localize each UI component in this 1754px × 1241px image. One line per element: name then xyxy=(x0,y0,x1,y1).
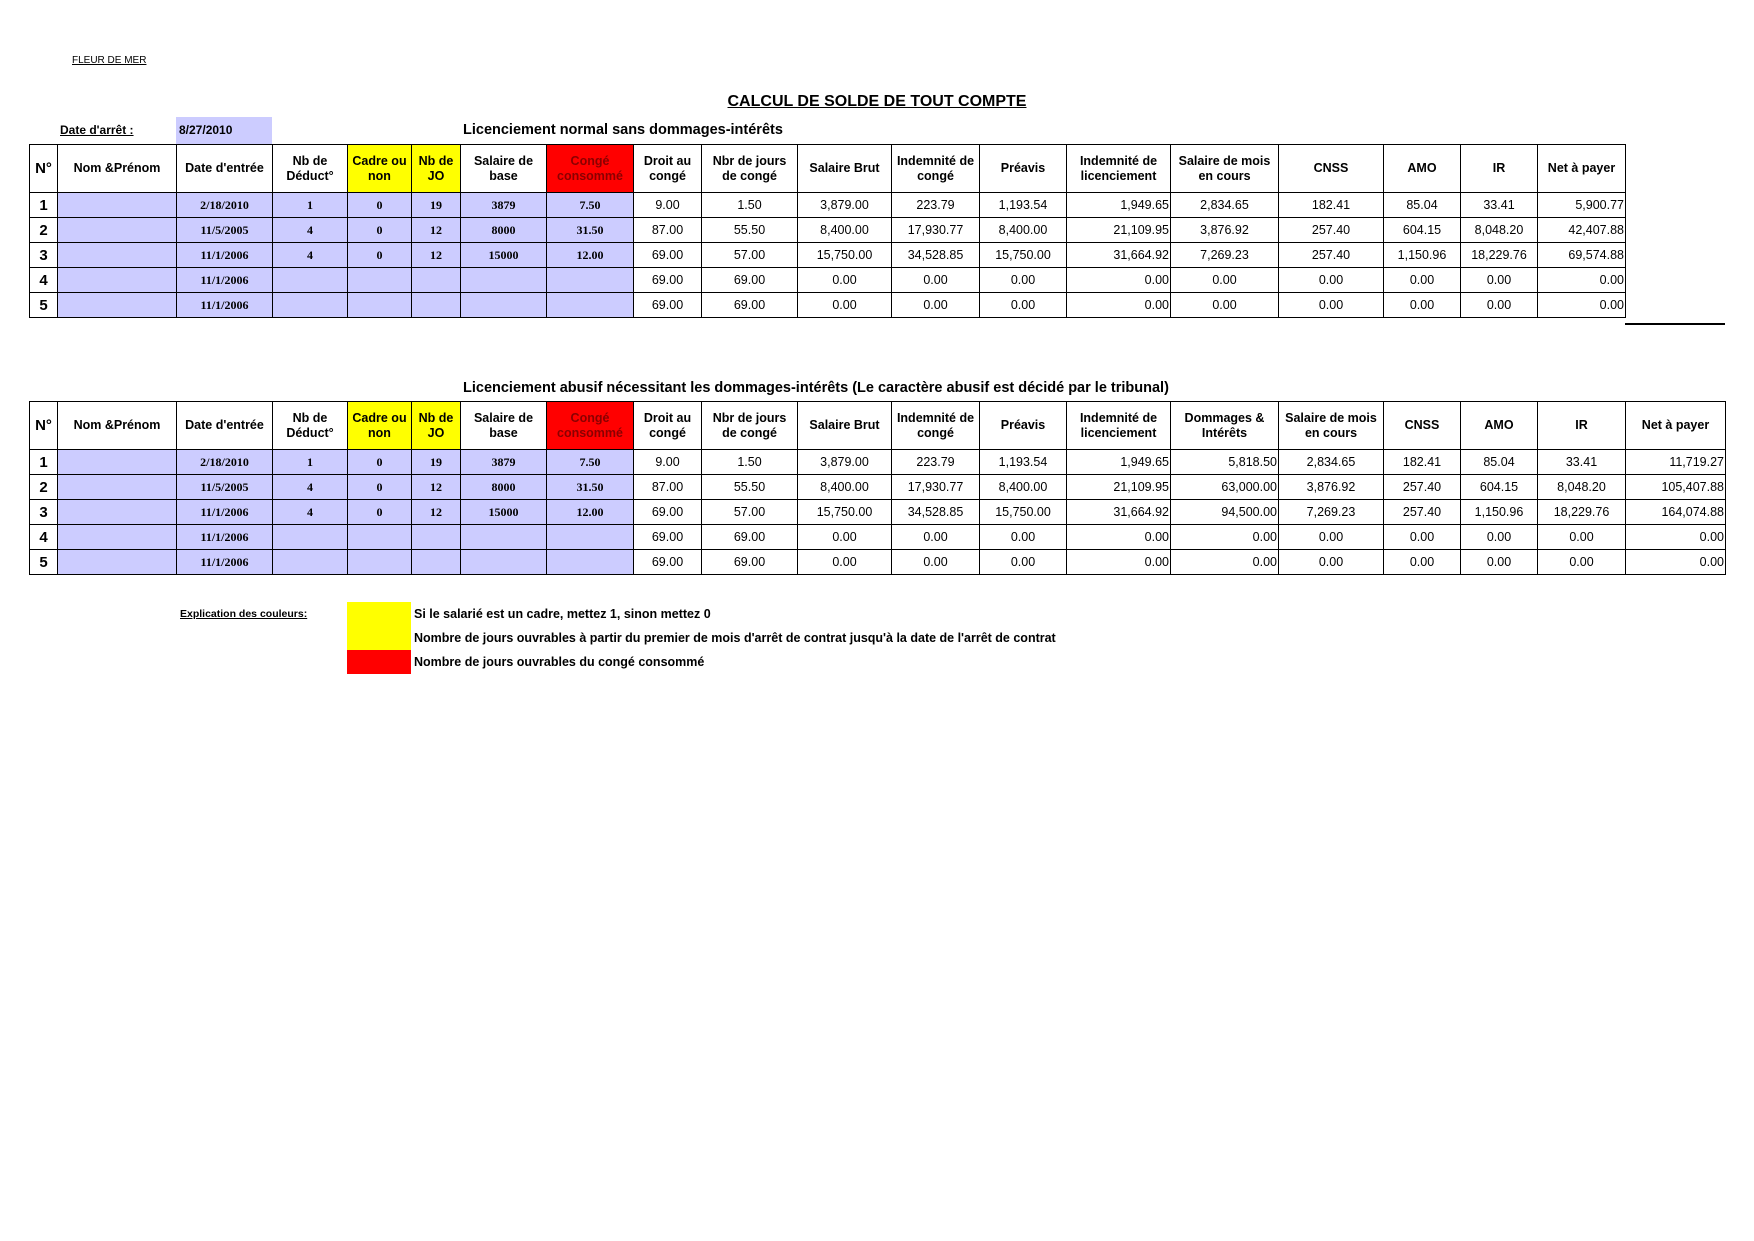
value-cell: 3,876.92 xyxy=(1171,218,1279,243)
input-cell[interactable] xyxy=(273,268,348,293)
table-row xyxy=(30,218,1626,243)
input-cell[interactable]: 7.50 xyxy=(547,450,634,475)
input-cell[interactable]: 12.00 xyxy=(547,243,634,268)
value-cell: 0.00 xyxy=(1538,268,1626,293)
column-header: Salaire de mois en cours xyxy=(1279,402,1384,450)
value-cell: 0.00 xyxy=(892,550,980,575)
value-cell: 69.00 xyxy=(634,550,702,575)
value-cell: 0.00 xyxy=(798,268,892,293)
input-cell[interactable]: 1 xyxy=(273,193,348,218)
value-cell: 57.00 xyxy=(702,243,798,268)
value-cell: 0.00 xyxy=(1461,550,1538,575)
value-cell: 0.00 xyxy=(892,293,980,318)
value-cell: 0.00 xyxy=(1384,293,1461,318)
input-cell[interactable]: 19 xyxy=(412,450,461,475)
value-cell: 8,400.00 xyxy=(980,475,1067,500)
input-cell[interactable] xyxy=(58,243,177,268)
input-cell[interactable]: 11/1/2006 xyxy=(177,550,273,575)
value-cell: 0.00 xyxy=(1067,525,1171,550)
header-row xyxy=(30,145,1626,193)
legend-item: Nombre de jours ouvrables du congé consommé xyxy=(414,655,705,669)
column-header: N° xyxy=(30,402,58,450)
input-cell[interactable]: 12.00 xyxy=(547,500,634,525)
date-input[interactable]: 8/27/2010 xyxy=(176,117,272,144)
value-cell: 8,400.00 xyxy=(798,218,892,243)
table-row xyxy=(30,550,1726,575)
value-cell: 34,528.85 xyxy=(892,500,980,525)
input-cell[interactable] xyxy=(58,193,177,218)
value-cell: 8,048.20 xyxy=(1461,218,1538,243)
input-cell[interactable]: 2/18/2010 xyxy=(177,450,273,475)
value-cell: 11,719.27 xyxy=(1626,450,1726,475)
input-cell[interactable] xyxy=(461,293,547,318)
input-cell[interactable] xyxy=(58,500,177,525)
value-cell: 257.40 xyxy=(1384,475,1461,500)
value-cell: 0.00 xyxy=(1384,550,1461,575)
input-cell[interactable] xyxy=(461,550,547,575)
value-cell: 3,879.00 xyxy=(798,450,892,475)
value-cell: 17,930.77 xyxy=(892,475,980,500)
column-header: Nom &Prénom xyxy=(58,145,177,193)
value-cell: 9.00 xyxy=(634,193,702,218)
table-row xyxy=(30,293,1626,318)
input-cell[interactable] xyxy=(412,525,461,550)
value-cell: 42,407.88 xyxy=(1538,218,1626,243)
table1-title: Licenciement normal sans dommages-intérêts xyxy=(463,122,783,138)
input-cell[interactable]: 8000 xyxy=(461,475,547,500)
input-cell[interactable] xyxy=(547,550,634,575)
row-number: 2 xyxy=(30,475,58,500)
input-cell[interactable]: 15000 xyxy=(461,243,547,268)
row-number: 1 xyxy=(30,193,58,218)
input-cell[interactable] xyxy=(58,218,177,243)
value-cell: 1,193.54 xyxy=(980,193,1067,218)
value-cell: 2,834.65 xyxy=(1279,450,1384,475)
value-cell: 0.00 xyxy=(1384,525,1461,550)
value-cell: 63,000.00 xyxy=(1171,475,1279,500)
input-cell[interactable] xyxy=(348,525,412,550)
value-cell: 69.00 xyxy=(634,243,702,268)
value-cell: 0.00 xyxy=(1279,550,1384,575)
column-header: Salaire de base xyxy=(461,402,547,450)
value-cell: 2,834.65 xyxy=(1171,193,1279,218)
input-cell[interactable] xyxy=(547,293,634,318)
value-cell: 0.00 xyxy=(1461,525,1538,550)
value-cell: 0.00 xyxy=(1067,550,1171,575)
value-cell: 69.00 xyxy=(634,525,702,550)
input-cell[interactable]: 19 xyxy=(412,193,461,218)
input-cell[interactable] xyxy=(58,293,177,318)
value-cell: 604.15 xyxy=(1384,218,1461,243)
value-cell: 3,876.92 xyxy=(1279,475,1384,500)
input-cell[interactable]: 31.50 xyxy=(547,475,634,500)
value-cell: 9.00 xyxy=(634,450,702,475)
value-cell: 1,949.65 xyxy=(1067,193,1171,218)
column-header: Nb de Déduct° xyxy=(273,145,348,193)
value-cell: 1.50 xyxy=(702,450,798,475)
input-cell[interactable]: 11/1/2006 xyxy=(177,268,273,293)
value-cell: 33.41 xyxy=(1461,193,1538,218)
table-row xyxy=(30,268,1626,293)
input-cell[interactable] xyxy=(273,293,348,318)
input-cell[interactable]: 11/5/2005 xyxy=(177,218,273,243)
value-cell: 182.41 xyxy=(1384,450,1461,475)
value-cell: 0.00 xyxy=(1626,550,1726,575)
input-cell[interactable]: 11/1/2006 xyxy=(177,293,273,318)
input-cell[interactable] xyxy=(348,268,412,293)
row-number: 4 xyxy=(30,525,58,550)
value-cell: 15,750.00 xyxy=(798,243,892,268)
column-header: Indemnité de congé xyxy=(892,145,980,193)
input-cell[interactable]: 31.50 xyxy=(547,218,634,243)
input-cell[interactable]: 0 xyxy=(348,193,412,218)
column-header: Indemnité de licenciement xyxy=(1067,402,1171,450)
value-cell: 69.00 xyxy=(702,268,798,293)
header-row xyxy=(30,402,1726,450)
value-cell: 69.00 xyxy=(702,293,798,318)
value-cell: 15,750.00 xyxy=(798,500,892,525)
value-cell: 0.00 xyxy=(1279,293,1384,318)
column-header: Congé consommé xyxy=(547,145,634,193)
value-cell: 69.00 xyxy=(634,293,702,318)
input-cell[interactable]: 12 xyxy=(412,218,461,243)
column-header: AMO xyxy=(1461,402,1538,450)
input-cell[interactable] xyxy=(461,268,547,293)
value-cell: 69.00 xyxy=(634,268,702,293)
input-cell[interactable]: 3879 xyxy=(461,450,547,475)
column-header: Cadre ou non xyxy=(348,145,412,193)
value-cell: 69.00 xyxy=(702,525,798,550)
value-cell: 31,664.92 xyxy=(1067,500,1171,525)
value-cell: 18,229.76 xyxy=(1461,243,1538,268)
column-header: Droit au congé xyxy=(634,145,702,193)
input-cell[interactable]: 1 xyxy=(273,450,348,475)
row-number: 5 xyxy=(30,293,58,318)
input-cell[interactable] xyxy=(547,525,634,550)
value-cell: 87.00 xyxy=(634,475,702,500)
abusive-dismissal-table xyxy=(29,401,1726,575)
legend-yellow-swatch xyxy=(347,602,411,650)
legend-item: Nombre de jours ouvrables à partir du premier de mois d'arrêt de contrat jusqu'à la date de l'arrêt de contrat xyxy=(414,631,1056,645)
value-cell: 85.04 xyxy=(1384,193,1461,218)
value-cell: 223.79 xyxy=(892,193,980,218)
input-cell[interactable] xyxy=(412,268,461,293)
value-cell: 0.00 xyxy=(1171,293,1279,318)
value-cell: 1,150.96 xyxy=(1461,500,1538,525)
value-cell: 257.40 xyxy=(1384,500,1461,525)
value-cell: 257.40 xyxy=(1279,243,1384,268)
legend-red-swatch xyxy=(347,650,411,674)
table-row xyxy=(30,500,1726,525)
value-cell: 69,574.88 xyxy=(1538,243,1626,268)
value-cell: 0.00 xyxy=(1538,525,1626,550)
value-cell: 0.00 xyxy=(980,525,1067,550)
value-cell: 57.00 xyxy=(702,500,798,525)
value-cell: 55.50 xyxy=(702,218,798,243)
value-cell: 0.00 xyxy=(1171,525,1279,550)
value-cell: 164,074.88 xyxy=(1626,500,1726,525)
input-cell[interactable] xyxy=(412,550,461,575)
input-cell[interactable] xyxy=(58,550,177,575)
table-row xyxy=(30,525,1726,550)
column-header: Préavis xyxy=(980,145,1067,193)
input-cell[interactable]: 7.50 xyxy=(547,193,634,218)
value-cell: 15,750.00 xyxy=(980,243,1067,268)
row-number: 2 xyxy=(30,218,58,243)
value-cell: 1.50 xyxy=(702,193,798,218)
value-cell: 5,900.77 xyxy=(1538,193,1626,218)
input-cell[interactable] xyxy=(273,525,348,550)
value-cell: 21,109.95 xyxy=(1067,218,1171,243)
column-header: Salaire de mois en cours xyxy=(1171,145,1279,193)
value-cell: 0.00 xyxy=(1279,525,1384,550)
value-cell: 85.04 xyxy=(1461,450,1538,475)
row-number: 3 xyxy=(30,500,58,525)
input-cell[interactable]: 11/5/2005 xyxy=(177,475,273,500)
input-cell[interactable]: 11/1/2006 xyxy=(177,525,273,550)
column-header: Indemnité de licenciement xyxy=(1067,145,1171,193)
column-header: Préavis xyxy=(980,402,1067,450)
value-cell: 21,109.95 xyxy=(1067,475,1171,500)
column-header: IR xyxy=(1538,402,1626,450)
input-cell[interactable] xyxy=(58,525,177,550)
input-cell[interactable]: 12 xyxy=(412,243,461,268)
input-cell[interactable] xyxy=(547,268,634,293)
value-cell: 604.15 xyxy=(1461,475,1538,500)
column-header: Droit au congé xyxy=(634,402,702,450)
value-cell: 0.00 xyxy=(1538,293,1626,318)
page-title: CALCUL DE SOLDE DE TOUT COMPTE xyxy=(727,93,1027,110)
column-header: Nb de JO xyxy=(412,402,461,450)
input-cell[interactable] xyxy=(58,268,177,293)
input-cell[interactable]: 2/18/2010 xyxy=(177,193,273,218)
input-cell[interactable]: 11/1/2006 xyxy=(177,500,273,525)
input-cell[interactable] xyxy=(58,475,177,500)
input-cell[interactable] xyxy=(273,550,348,575)
value-cell: 0.00 xyxy=(798,293,892,318)
column-header: CNSS xyxy=(1279,145,1384,193)
row-number: 5 xyxy=(30,550,58,575)
table-row xyxy=(30,475,1726,500)
value-cell: 0.00 xyxy=(892,525,980,550)
column-header: Net à payer xyxy=(1626,402,1726,450)
input-cell[interactable] xyxy=(348,293,412,318)
value-cell: 0.00 xyxy=(1067,268,1171,293)
value-cell: 0.00 xyxy=(1171,268,1279,293)
value-cell: 0.00 xyxy=(1461,268,1538,293)
column-header: Nbr de jours de congé xyxy=(702,402,798,450)
column-header: Net à payer xyxy=(1538,145,1626,193)
input-cell[interactable]: 8000 xyxy=(461,218,547,243)
column-header: Nb de Déduct° xyxy=(273,402,348,450)
value-cell: 0.00 xyxy=(980,550,1067,575)
input-cell[interactable]: 4 xyxy=(273,243,348,268)
divider xyxy=(1625,323,1725,325)
value-cell: 17,930.77 xyxy=(892,218,980,243)
value-cell: 87.00 xyxy=(634,218,702,243)
input-cell[interactable] xyxy=(58,450,177,475)
column-header: IR xyxy=(1461,145,1538,193)
legend-label: Explication des couleurs: xyxy=(180,608,308,620)
value-cell: 182.41 xyxy=(1279,193,1384,218)
value-cell: 0.00 xyxy=(798,525,892,550)
value-cell: 33.41 xyxy=(1538,450,1626,475)
value-cell: 1,193.54 xyxy=(980,450,1067,475)
input-cell[interactable]: 15000 xyxy=(461,500,547,525)
input-cell[interactable]: 0 xyxy=(348,218,412,243)
input-cell[interactable] xyxy=(412,293,461,318)
value-cell: 0.00 xyxy=(1384,268,1461,293)
value-cell: 105,407.88 xyxy=(1626,475,1726,500)
input-cell[interactable]: 4 xyxy=(273,475,348,500)
input-cell[interactable]: 4 xyxy=(273,500,348,525)
column-header: Nom &Prénom xyxy=(58,402,177,450)
column-header: Cadre ou non xyxy=(348,402,412,450)
input-cell[interactable]: 0 xyxy=(348,500,412,525)
value-cell: 18,229.76 xyxy=(1538,500,1626,525)
table2-title: Licenciement abusif nécessitant les dommages-intérêts (Le caractère abusif est décidé par le tribunal) xyxy=(463,380,1169,396)
table-row xyxy=(30,243,1626,268)
column-header: Nb de JO xyxy=(412,145,461,193)
input-cell[interactable]: 0 xyxy=(348,243,412,268)
column-header: Nbr de jours de congé xyxy=(702,145,798,193)
value-cell: 0.00 xyxy=(980,293,1067,318)
normal-dismissal-table xyxy=(29,144,1626,318)
input-cell[interactable] xyxy=(461,525,547,550)
column-header: Salaire Brut xyxy=(798,145,892,193)
value-cell: 0.00 xyxy=(1067,293,1171,318)
value-cell: 0.00 xyxy=(1171,550,1279,575)
value-cell: 0.00 xyxy=(892,268,980,293)
input-cell[interactable]: 0 xyxy=(348,450,412,475)
value-cell: 69.00 xyxy=(702,550,798,575)
column-header: Indemnité de congé xyxy=(892,402,980,450)
value-cell: 8,400.00 xyxy=(798,475,892,500)
value-cell: 55.50 xyxy=(702,475,798,500)
value-cell: 7,269.23 xyxy=(1171,243,1279,268)
input-cell[interactable]: 12 xyxy=(412,475,461,500)
input-cell[interactable]: 0 xyxy=(348,475,412,500)
value-cell: 0.00 xyxy=(798,550,892,575)
column-header: CNSS xyxy=(1384,402,1461,450)
value-cell: 94,500.00 xyxy=(1171,500,1279,525)
value-cell: 0.00 xyxy=(1626,525,1726,550)
column-header: Date d'entrée xyxy=(177,145,273,193)
column-header: AMO xyxy=(1384,145,1461,193)
column-header: Salaire de base xyxy=(461,145,547,193)
value-cell: 0.00 xyxy=(980,268,1067,293)
legend-item: Si le salarié est un cadre, mettez 1, sinon mettez 0 xyxy=(414,607,711,621)
value-cell: 34,528.85 xyxy=(892,243,980,268)
value-cell: 31,664.92 xyxy=(1067,243,1171,268)
column-header: Date d'entrée xyxy=(177,402,273,450)
table-row xyxy=(30,450,1726,475)
table-row xyxy=(30,193,1626,218)
input-cell[interactable]: 12 xyxy=(412,500,461,525)
row-number: 4 xyxy=(30,268,58,293)
value-cell: 7,269.23 xyxy=(1279,500,1384,525)
value-cell: 8,048.20 xyxy=(1538,475,1626,500)
input-cell[interactable]: 3879 xyxy=(461,193,547,218)
value-cell: 3,879.00 xyxy=(798,193,892,218)
column-header: N° xyxy=(30,145,58,193)
value-cell: 69.00 xyxy=(634,500,702,525)
value-cell: 1,949.65 xyxy=(1067,450,1171,475)
value-cell: 8,400.00 xyxy=(980,218,1067,243)
row-number: 1 xyxy=(30,450,58,475)
column-header: Salaire Brut xyxy=(798,402,892,450)
value-cell: 0.00 xyxy=(1538,550,1626,575)
value-cell: 5,818.50 xyxy=(1171,450,1279,475)
value-cell: 0.00 xyxy=(1279,268,1384,293)
value-cell: 257.40 xyxy=(1279,218,1384,243)
input-cell[interactable]: 4 xyxy=(273,218,348,243)
value-cell: 0.00 xyxy=(1461,293,1538,318)
company-name: FLEUR DE MER xyxy=(72,55,147,66)
value-cell: 1,150.96 xyxy=(1384,243,1461,268)
date-label: Date d'arrêt : xyxy=(60,123,134,137)
column-header: Dommages & Intérêts xyxy=(1171,402,1279,450)
column-header: Congé consommé xyxy=(547,402,634,450)
row-number: 3 xyxy=(30,243,58,268)
value-cell: 15,750.00 xyxy=(980,500,1067,525)
value-cell: 223.79 xyxy=(892,450,980,475)
input-cell[interactable] xyxy=(348,550,412,575)
input-cell[interactable]: 11/1/2006 xyxy=(177,243,273,268)
